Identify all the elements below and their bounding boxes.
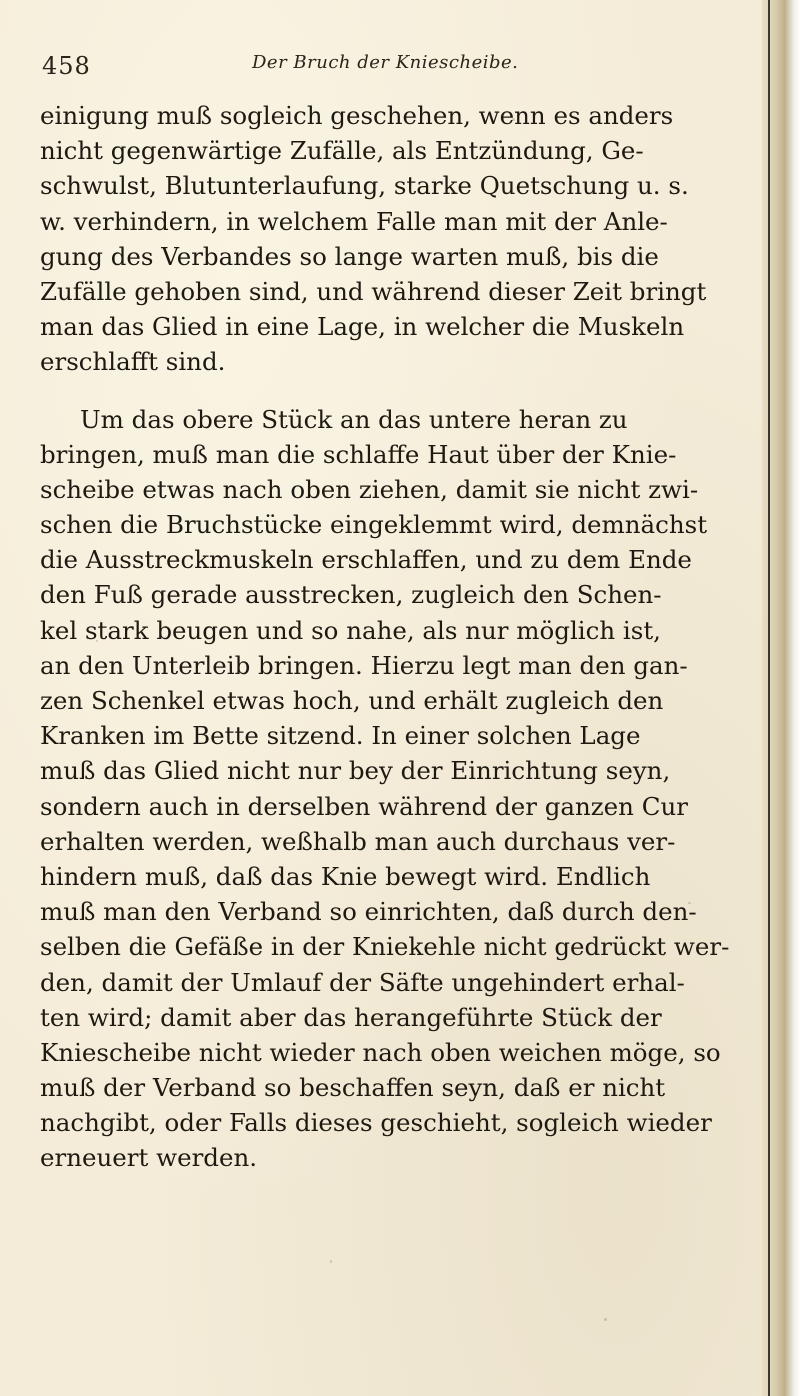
text-line: erneuert werden. [40,1143,258,1173]
text-line: kel stark beugen und so nahe, als nur möglich ist, [40,615,661,645]
running-head: Der Bruch der Kniescheibe. [252,52,519,73]
text-line: zen Schenkel etwas hoch, und erhält zugleich den [40,686,664,715]
text-line: erschlafft sind. [40,347,226,377]
text-line: sondern auch in derselben während der ganzen Cur [40,791,688,821]
text-line: hindern muß, daß das Knie bewegt wird. Endlich [40,861,651,891]
text-line: selben die Gefäße in der Kniekehle nicht gedrückt wer- [40,932,730,962]
text-line: ten wird; damit aber das herangeführte Stück der [40,1002,662,1032]
text-line: die Ausstreckmuskeln erschlaffen, und zu dem Ende [40,545,692,575]
text-line: erhalten werden, weßhalb man auch durchaus ver- [40,826,676,856]
text-line: Kranken im Bette sitzend. In einer solchen Lage [40,721,641,751]
text-line: Zufälle gehoben sind, und während dieser Zeit bringt [40,276,707,306]
text-line: schwulst, Blutunterlaufung, starke Quetschung u. s. [40,171,689,201]
text-line: Um das obere Stück an das untere heran zu [80,404,628,434]
text-line: nachgibt, oder Falls dieses geschieht, sogleich wieder [40,1108,712,1138]
text-line: scheibe etwas nach oben ziehen, damit sie nicht zwi- [40,474,699,504]
text-line: muß das Glied nicht nur bey der Einrichtung seyn, [40,756,671,786]
text-line: muß der Verband so beschaffen seyn, daß er nicht [40,1073,666,1103]
text-line: Kniescheibe nicht wieder nach oben weichen möge, so [40,1037,721,1067]
text-line: man das Glied in eine Lage, in welcher die Muskeln [40,312,685,342]
book-gutter [762,0,800,1396]
text-line: einigung muß sogleich geschehen, wenn es anders [40,101,674,130]
paragraph-spacer [40,380,740,402]
text-line: gung des Verbandes so lange warten muß, bis die [40,241,659,271]
text-line: bringen, muß man die schlaffe Haut über der Knie- [40,439,677,469]
body-text [40,98,740,1176]
paragraph-1 [40,98,740,380]
paragraph-2 [40,402,740,1176]
text-line: w. verhindern, in welchem Falle man mit der Anle- [40,206,668,236]
text-line: den, damit der Umlauf der Säfte ungehindert erhal- [40,967,685,997]
page-number: 458 [42,52,91,80]
text-line: den Fuß gerade ausstrecken, zugleich den Schen- [40,580,662,610]
text-line: nicht gegenwärtige Zufälle, als Entzündung, Ge- [40,136,644,166]
page-header [42,44,722,84]
text-line: schen die Bruchstücke eingeklemmt wird, demnächst [40,510,708,540]
text-line: an den Unterleib bringen. Hierzu legt man den gan- [40,650,688,680]
text-line: muß man den Verband so einrichten, daß durch den- [40,897,697,927]
gutter-shadow-line [768,0,770,1396]
